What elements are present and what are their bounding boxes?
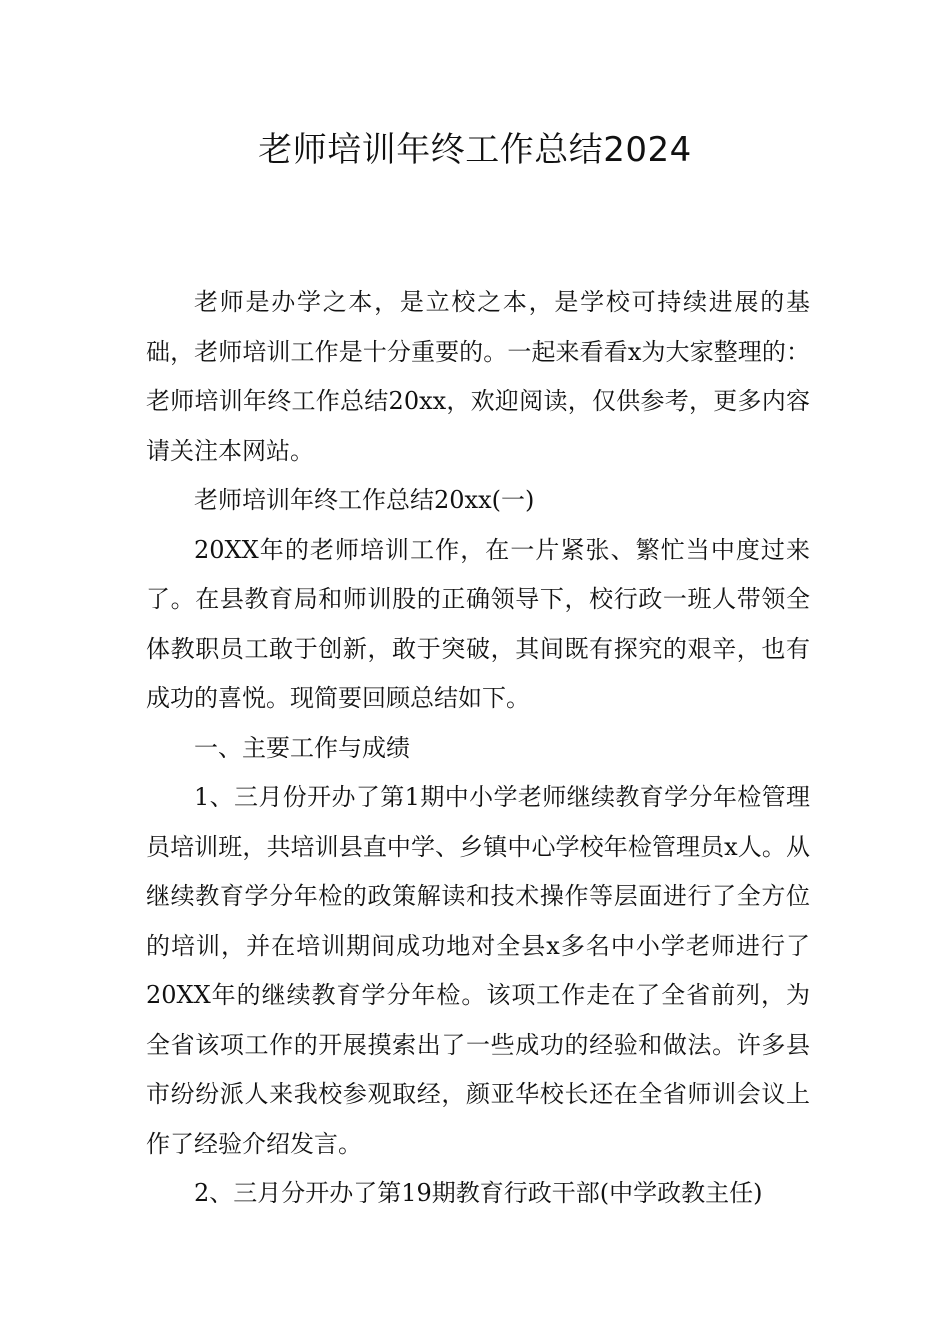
- document-title: 老师培训年终工作总结2024: [258, 130, 692, 170]
- paragraph-item-1: 1、三月份开办了第1期中小学老师继续教育学分年检管理员培训班，共培训县直中学、乡镇中心学校年检管理员x人。从继续教育学分年检的政策解读和技术操作等层面进行了全方位的培训，并在培训期间成功地对全县x多名中小学老师进行了20XX年的继续教育学分年检。该项工作走在了全省前列，为全省该项工作的开展摸索出了一些成功的经验和做法。许多县市纷纷派人来我校参观取经，颜亚华校长还在全省师训会议上作了经验介绍发言。: [146, 783, 810, 1158]
- paragraph-subtitle: 老师培训年终工作总结20xx(一): [194, 486, 535, 514]
- document-body: [146, 278, 810, 1219]
- paragraph-overview: 20XX年的老师培训工作，在一片紧张、繁忙当中度过来了。在县教育局和师训股的正确领导下，校行政一班人带领全体教职员工敢于创新，敢于突破，其间既有探究的艰辛，也有成功的喜悦。现简要回顾总结如下。: [146, 535, 810, 712]
- paragraph-intro: 老师是办学之本，是立校之本，是学校可持续进展的基础，老师培训工作是十分重要的。一起来看看x为大家整理的：老师培训年终工作总结20xx，欢迎阅读，仅供参考，更多内容请关注本网站。: [146, 288, 810, 465]
- paragraph-item-2: 2、三月分开办了第19期教育行政干部(中学政教主任): [194, 1179, 763, 1207]
- section-heading: 一、主要工作与成绩: [194, 733, 410, 762]
